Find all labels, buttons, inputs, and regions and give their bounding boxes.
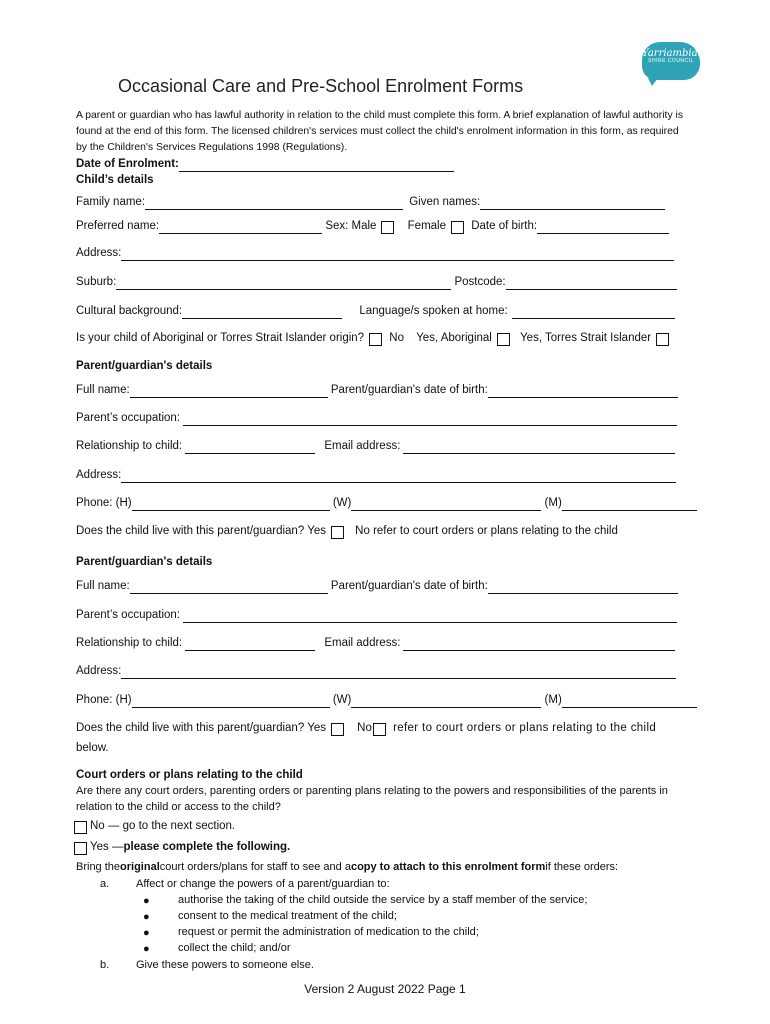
parent2-full-name-field[interactable]: [130, 580, 328, 594]
parent2-live-yes-checkbox[interactable]: [331, 723, 344, 736]
family-name-row: Family name: Given names:: [76, 196, 681, 212]
parent2-relationship-field[interactable]: [185, 637, 315, 651]
given-names-field[interactable]: [480, 196, 665, 210]
parent1-full-name-field[interactable]: [130, 384, 328, 398]
court-no-checkbox[interactable]: [74, 821, 87, 834]
parent1-phone-work-field[interactable]: [351, 497, 541, 511]
date-of-enrolment-row: Date of Enrolment:: [76, 158, 681, 174]
cultural-row: Cultural background: Language/s spoken at home:: [76, 305, 681, 321]
bullet-icon: ●: [143, 895, 150, 907]
parent2-phone-mobile-field[interactable]: [562, 694, 697, 708]
parent1-occupation-field[interactable]: [183, 412, 677, 426]
logo: Yarriambiack SHIRE COUNCIL: [642, 42, 700, 80]
cultural-background-field[interactable]: [182, 305, 342, 319]
date-of-birth-field[interactable]: [537, 220, 669, 234]
family-name-field[interactable]: [145, 196, 403, 210]
suburb-row: Suburb: Postcode:: [76, 276, 681, 292]
parent2-phone-row: Phone: (H) (W) (M): [76, 694, 681, 710]
date-of-enrolment-field[interactable]: [179, 158, 454, 172]
parent1-phone-row: Phone: (H) (W) (M): [76, 497, 681, 513]
court-question: Are there any court orders, parenting orders or parenting plans relating to the powers and responsibilities of the parents in relation to the child or access to the child?: [76, 785, 668, 813]
section-heading: Parent/guardian's details: [76, 360, 213, 372]
parent2-occupation-row: Parent’s occupation:: [76, 609, 681, 625]
origin-row: Is your child of Aboriginal or Torres Strait Islander origin? No Yes, Aboriginal Yes, Torres Strait Islander: [76, 332, 681, 348]
list-item: request or permit the administration of medication to the child;: [178, 926, 479, 938]
origin-no-checkbox[interactable]: [369, 333, 382, 346]
parent2-phone-home-field[interactable]: [132, 694, 330, 708]
parent2-address-row: Address:: [76, 665, 681, 681]
address-field[interactable]: [121, 247, 674, 261]
parent2-email-field[interactable]: [403, 637, 675, 651]
page-title: Occasional Care and Pre-School Enrolment Forms: [118, 76, 524, 96]
parent2-live-row-cont: below.: [76, 742, 109, 754]
list-item-a: Affect or change the powers of a parent/guardian to:: [136, 878, 390, 890]
female-checkbox[interactable]: [451, 221, 464, 234]
origin-tsi-checkbox[interactable]: [656, 333, 669, 346]
parent1-email-field[interactable]: [403, 440, 675, 454]
bullet-icon: ●: [143, 927, 150, 939]
suburb-field[interactable]: [116, 276, 451, 290]
list-label-b: b.: [100, 959, 110, 971]
parent2-relationship-row: Relationship to child: Email address:: [76, 637, 681, 653]
bullet-icon: ●: [143, 943, 150, 955]
parent1-phone-home-field[interactable]: [132, 497, 330, 511]
preferred-name-field[interactable]: [159, 220, 322, 234]
parent2-live-no-checkbox[interactable]: [373, 723, 386, 736]
intro-text: A parent or guardian who has lawful authority in relation to the child must complete this form. A brief explanation of lawful authority is found at the end of this form. The licensed children's services must collect the child's enrolment information in this form, as required by the Children's Services Regulations 1998 (Regulations).: [76, 110, 684, 153]
parent1-occupation-row: Parent’s occupation:: [76, 412, 681, 428]
court-no-option: No — go to the next section.: [74, 820, 679, 836]
parent1-name-row: Full name: Parent/guardian's date of birth:: [76, 384, 681, 400]
parent1-address-field[interactable]: [121, 469, 676, 483]
list-label-a: a.: [100, 878, 110, 890]
parent1-live-row: Does the child live with this parent/guardian? Yes No refer to court orders or plans relating to the child: [76, 525, 618, 537]
language-field[interactable]: [512, 305, 675, 319]
parent2-address-field[interactable]: [121, 665, 676, 679]
parent1-relationship-field[interactable]: [185, 440, 315, 454]
court-bring-row: Bring theoriginalcourt orders/plans for staff to see and acopy to attach to this enrolment formif these orders:: [76, 861, 619, 873]
parent1-address-row: Address:: [76, 469, 681, 485]
parent1-dob-field[interactable]: [488, 384, 678, 398]
bullet-icon: ●: [143, 911, 150, 923]
list-item: consent to the medical treatment of the child;: [178, 910, 397, 922]
page-footer: Version 2 August 2022 Page 1: [304, 982, 466, 996]
male-checkbox[interactable]: [381, 221, 394, 234]
address-row: Address:: [76, 247, 681, 263]
section-heading: Parent/guardian's details: [76, 556, 213, 568]
court-yes-checkbox[interactable]: [74, 842, 87, 855]
postcode-field[interactable]: [506, 276, 677, 290]
court-yes-option: Yes —please complete the following.: [74, 841, 679, 857]
parent2-occupation-field[interactable]: [183, 609, 677, 623]
parent1-phone-mobile-field[interactable]: [562, 497, 697, 511]
parent2-name-row: Full name: Parent/guardian's date of birth:: [76, 580, 681, 596]
list-item: authorise the taking of the child outside the service by a staff member of the service;: [178, 894, 588, 906]
parent1-live-yes-checkbox[interactable]: [331, 526, 344, 539]
section-heading: Court orders or plans relating to the child: [76, 769, 303, 781]
preferred-name-row: Preferred name: Sex: Male Female Date of birth:: [76, 220, 681, 236]
parent2-phone-work-field[interactable]: [351, 694, 541, 708]
section-heading: Child’s details: [76, 174, 154, 186]
parent1-relationship-row: Relationship to child: Email address:: [76, 440, 681, 456]
parent2-live-row: Does the child live with this parent/guardian? Yes No refer to court orders or plans relating to the child: [76, 722, 657, 734]
list-item-b: Give these powers to someone else.: [136, 959, 314, 971]
list-item: collect the child; and/or: [178, 942, 291, 954]
origin-aboriginal-checkbox[interactable]: [497, 333, 510, 346]
parent2-dob-field[interactable]: [488, 580, 678, 594]
